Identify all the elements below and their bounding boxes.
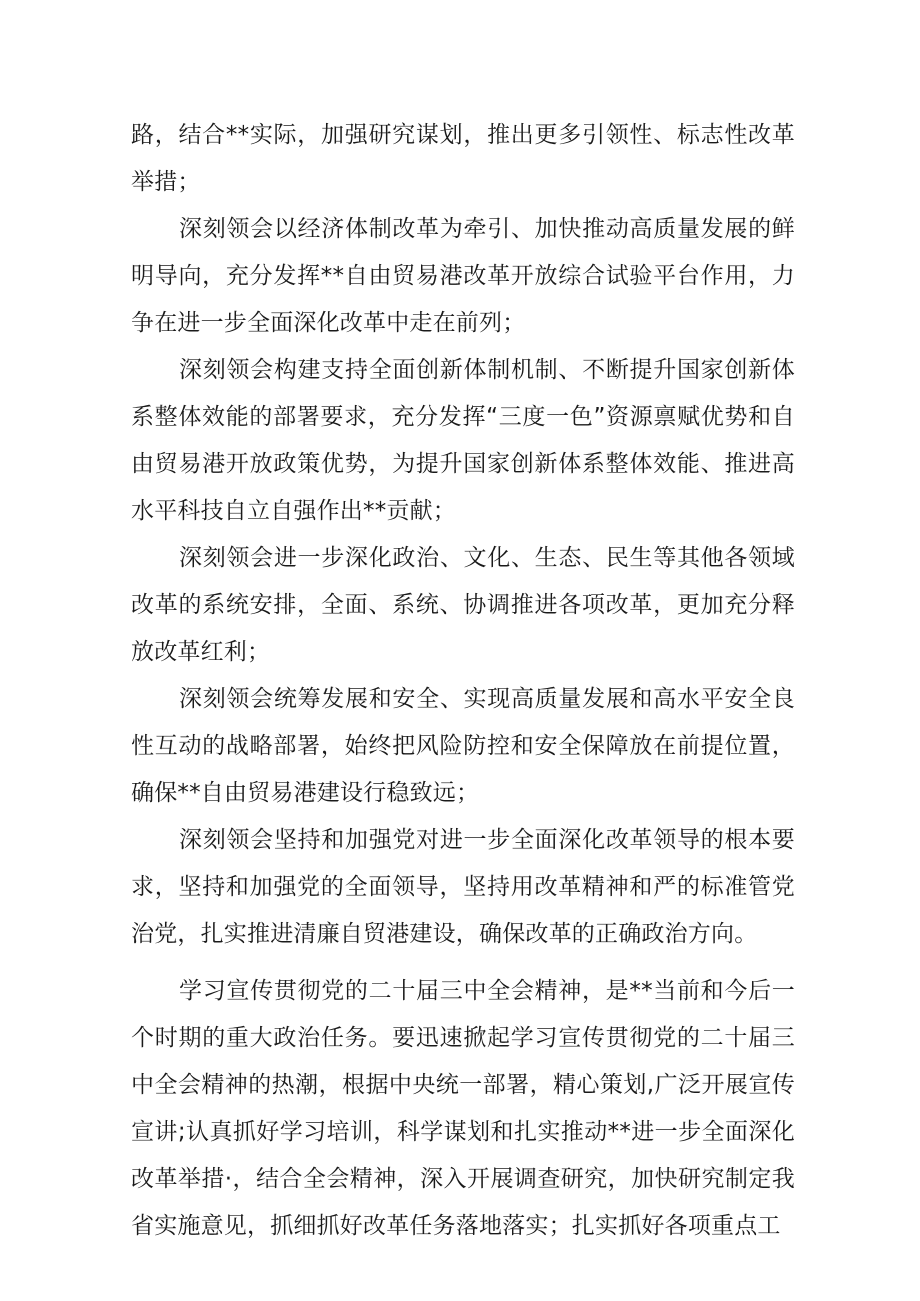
document-body (131, 112, 795, 1250)
paragraph-economic-reform: 深刻领会以经济体制改革为牵引、加快推动高质量发展的鲜明导向，充分发挥**自由贸易港改革开放综合试验平台作用，力争在进一步全面深化改革中走在前列； (131, 216, 795, 336)
paragraph-party-leadership: 深刻领会坚持和加强党对进一步全面深化改革领导的根本要求，坚持和加强党的全面领导，坚持用改革精神和严的标准管党治党，扎实推进清廉自贸港建设，确保改革的正确政治方向。 (131, 827, 795, 947)
paragraph-innovation-system: 深刻领会构建支持全面创新体制机制、不断提升国家创新体系整体效能的部署要求，充分发挥“三度一色”资源禀赋优势和自由贸易港开放政策优势，为提升国家创新体系整体效能、推进高水平科技自立自强作出**贡献； (131, 357, 795, 524)
paragraph-continuation: 路，结合**实际，加强研究谋划，推出更多引领性、标志性改革举措； (131, 122, 795, 195)
paragraph-other-fields-reform: 深刻领会进一步深化政治、文化、生态、民生等其他各领域改革的系统安排，全面、系统、协调推进各项改革，更加充分释放改革红利； (131, 545, 795, 665)
paragraph-development-security: 深刻领会统筹发展和安全、实现高质量发展和高水平安全良性互动的战略部署，始终把风险防控和安全保障放在前提位置，确保**自由贸易港建设行稳致远； (131, 686, 795, 806)
paragraph-study-publicity: 学习宣传贯彻党的二十届三中全会精神，是**当前和今后一个时期的重大政治任务。要迅速掀起学习宣传贯彻党的二十届三中全会精神的热潮，根据中央统一部署，精心策划,广泛开展宣传宣讲;认真抓好学习培训，科学谋划和扎实推动**进一步全面深化改革举措·，结合全会精神，深入开展调查研究，加快研究制定我省实施意见，抓细抓好改革任务落地落实；扎实抓好各项重点工 (131, 978, 795, 1239)
